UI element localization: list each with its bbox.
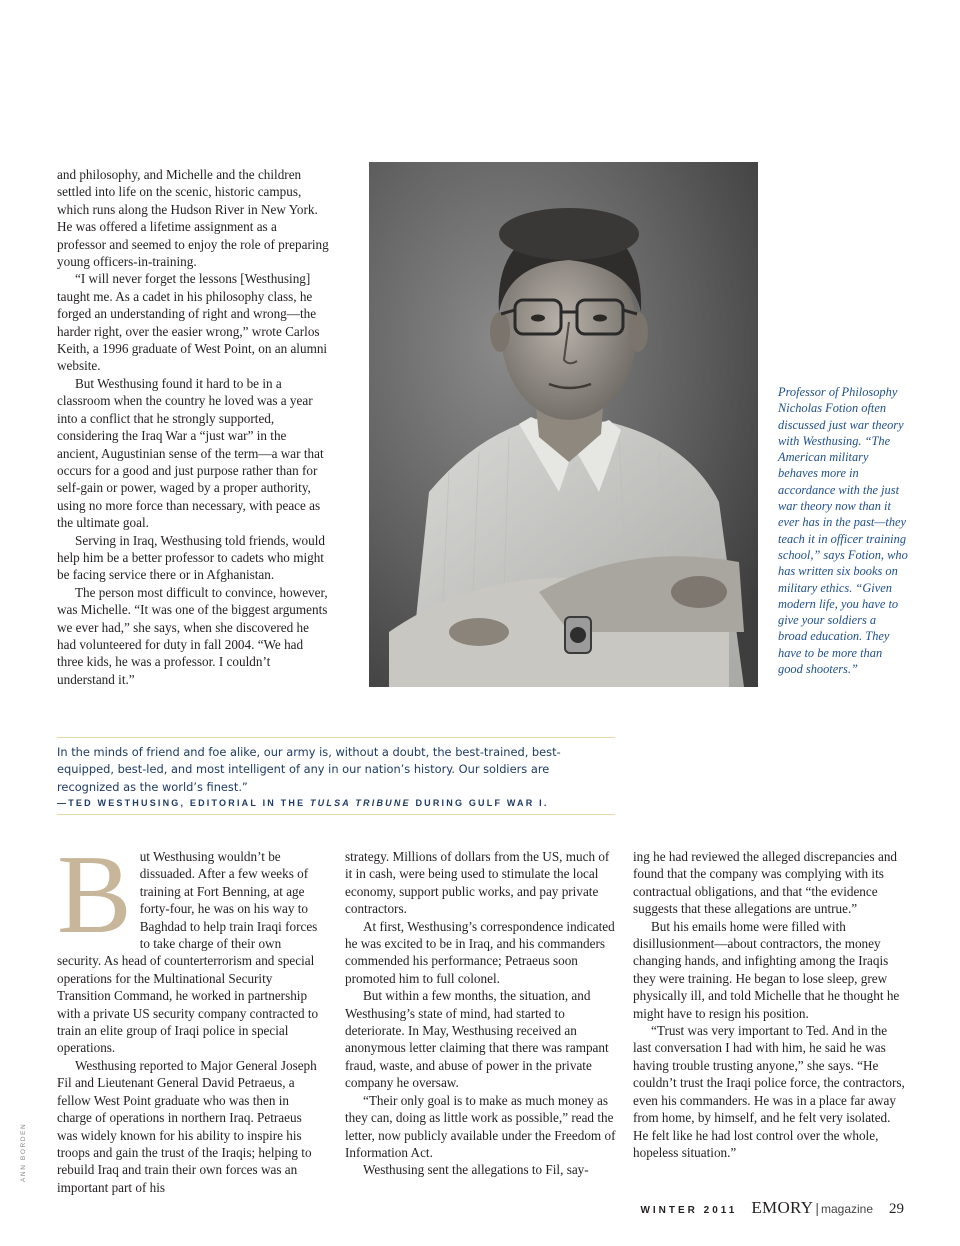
photo-credit: ANN BORDEN — [20, 1122, 27, 1182]
paragraph: But Westhusing found it hard to be in a classroom when the country he loved was a year into a conflict that he strongly supported, considering the Iraq War a “just war” in the ancient, Augustinian sense of the term—a war that occurs for a good and just purpose rather than for self-gain or power, waged by a proper authority, using no more force than necessary, with peace as the ultimate goal. — [57, 375, 324, 531]
pull-quote-attribution — [57, 798, 615, 808]
attribution-suffix: DURING GULF WAR I. — [410, 798, 549, 809]
paragraph: But within a few months, the situation, and Westhusing’s state of mind, had started to deteriorate. In May, Westhusing received an anonymous letter claiming that there was rampant fraud, waste, and abuse of power in the private company he oversaw. — [345, 988, 609, 1091]
paragraph: The person most difficult to convince, however, was Michelle. “It was one of the biggest arguments we ever had,” she says, when she discovered he had volunteered for duty in fall 2004. “We had three kids, he was a professor. I couldn’t understand it.” — [57, 584, 328, 687]
photo-caption: Professor of Philosophy Nicholas Fotion often discussed just war theory with Westhusing. “The American military behaves more in accordance with the just war theory now than it ever has in the past—they teach it in officer training school,” says Fotion, who has written six books on military ethics. “Given modern life, you have to give your soldiers a broad education. They have to be more than good shooters.” — [778, 385, 908, 677]
article-column-bottom-2 — [345, 848, 617, 1179]
page-footer — [640, 1198, 904, 1218]
page-number: 29 — [889, 1201, 904, 1217]
issue-label: WINTER 2011 — [640, 1205, 738, 1216]
drop-cap: B — [57, 833, 132, 957]
paragraph: “Their only goal is to make as much money as they can, doing as little work as possible,” read the letter, now publicly available under the Freedom of Information Act. — [345, 1092, 616, 1160]
paragraph: ut Westhusing wouldn’t be dissuaded. After a few weeks of training at Fort Benning, at age forty-four, he was on his way to Baghdad to help train Iraqi forces to take charge of their own security. As head of counterterrorism and special operations for the Multinational Security Transition Command, he worked in partnership with a private US security company contracted to train an elite group of Iraqi police in special operations. — [57, 849, 319, 1056]
article-column-top — [57, 166, 329, 688]
attribution-prefix: —TED WESTHUSING, EDITORIAL IN THE — [57, 798, 310, 809]
paragraph: ing he had reviewed the alleged discrepancies and found that the company was complying with its contractual obligations, and that “the evidence suggests that these allegations are untrue.” — [633, 849, 898, 917]
pull-quote-text: In the minds of friend and foe alike, our army is, without a doubt, the best-trained, best-equipped, best-led, and most intelligent of any in our nation’s history. Our soldiers are recognized as the world’s finest.” — [57, 745, 561, 794]
article-column-bottom-3 — [633, 848, 905, 1161]
paragraph: At first, Westhusing’s correspondence indicated he was excited to be in Iraq, and his commanders commended his performance; Petraeus soon promoted him to full colonel. — [345, 918, 615, 986]
brand-separator: | — [815, 1200, 819, 1216]
paragraph: and philosophy, and Michelle and the children settled into life on the scenic, historic campus, which runs along the Hudson River in New York. He was offered a lifetime assignment as a professor and seemed to enjoy the role of preparing young officers-in-training. — [57, 167, 329, 270]
magazine-label: magazine — [820, 1202, 873, 1216]
magazine-brand: EMORY — [751, 1198, 814, 1217]
portrait-illustration — [369, 162, 758, 687]
paragraph: “Trust was very important to Ted. And in the last conversation I had with him, he said he was having trouble trusting anyone,” she says. “He couldn’t trust the Iraqi police force, the contractors, even his commanders. He was in a place far away from home, by himself, and he felt very isolated. He felt like he had lost control over the whole, hopeless situation.” — [633, 1023, 905, 1160]
pull-quote — [57, 737, 615, 815]
paragraph: Westhusing sent the allegations to Fil, say- — [363, 1162, 589, 1178]
paragraph: But his emails home were filled with disillusionment—about contractors, the money changing hands, and infighting among the Iraqis they were training. He began to lose sleep, grew physically ill, and told Michelle that he thought he might have to resign his position. — [633, 918, 900, 1021]
paragraph: Serving in Iraq, Westhusing told friends, would help him be a better professor to cadets who might be facing service there or in Afghanistan. — [57, 532, 325, 583]
paragraph: “I will never forget the lessons [Westhusing] taught me. As a cadet in his philosophy class, he forged an understanding of right and wrong—the harder right, over the easier wrong,” wrote Carlos Keith, a 1996 graduate of West Point, on an alumni website. — [57, 271, 328, 374]
paragraph: strategy. Millions of dollars from the US, much of it in cash, were being used to stimulate the local economy, support public works, and pay private contractors. — [345, 849, 610, 917]
article-column-bottom-1 — [57, 833, 325, 1196]
attribution-source: TULSA TRIBUNE — [309, 798, 411, 809]
portrait-photo — [369, 162, 758, 687]
paragraph: Westhusing reported to Major General Joseph Fil and Lieutenant General David Petraeus, a fellow West Point graduate who was then in charge of operations in northern Iraq. Petraeus was widely known for his ability to inspire his troops and gain the trust of the Iraqis; helping to rebuild Iraq and train their own forces was an important part of his — [57, 1057, 317, 1195]
